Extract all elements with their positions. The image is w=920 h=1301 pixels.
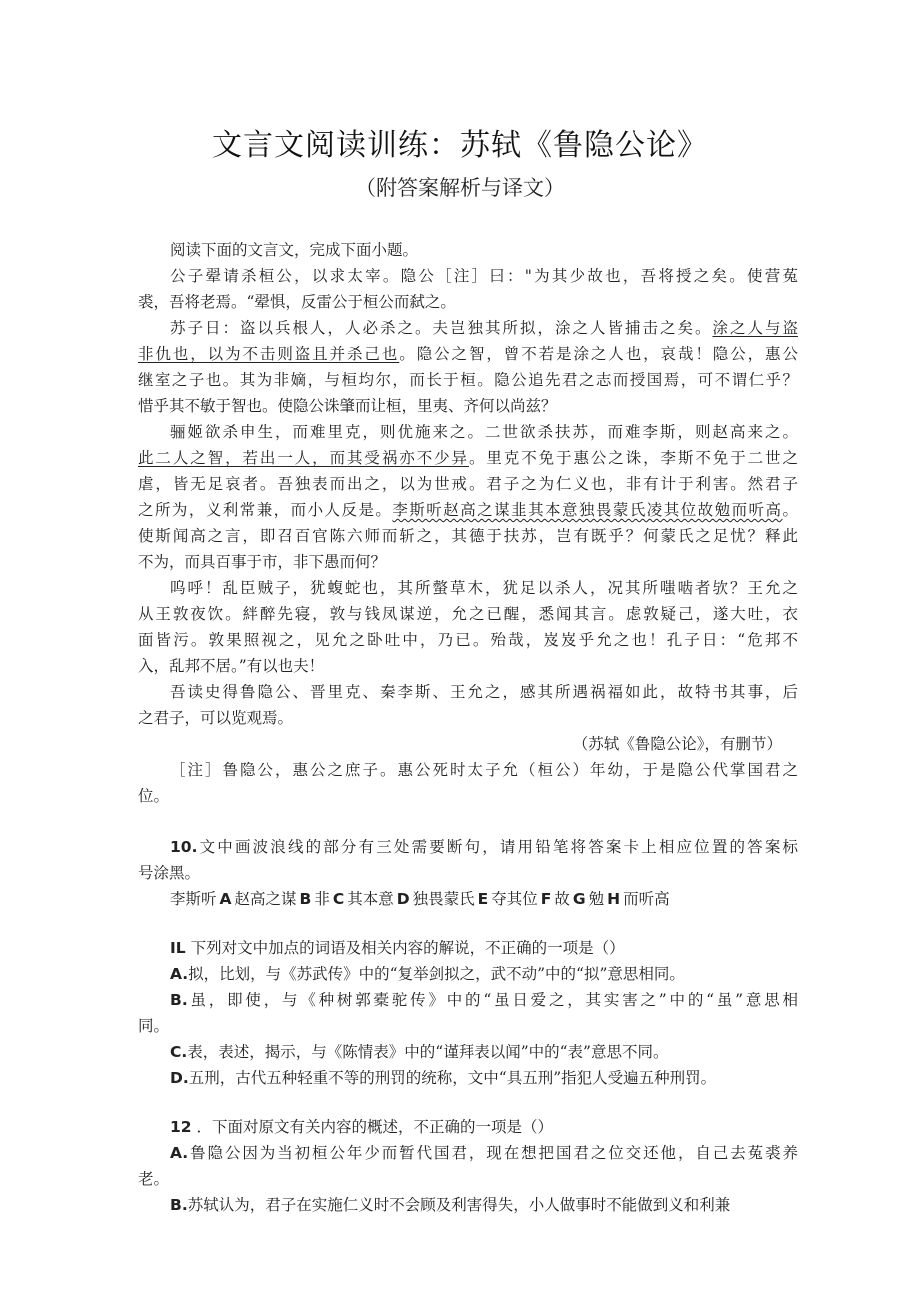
para-4-line: 面皆污。敦果照视之，见允之卧吐中，乃已。殆哉，岌岌乎允之也！孔子日：“危邦不	[138, 631, 798, 649]
text-span: 。里克不免于惠公之诛，李斯不免于二世之	[468, 449, 798, 467]
question-number: 12	[170, 1118, 192, 1136]
question-10-line	[170, 837, 798, 857]
para-3-line: 不为，而具百事于市，非下愚而何？	[138, 553, 387, 571]
question-number: 10.	[170, 838, 198, 856]
text-span: 。隐公之智，曾不若是涂之人也，哀哉！隐公，惠公	[399, 345, 798, 363]
option-text: 拟，比划，与《苏武传》中的“复举剑拟之，武不动”中的“拟”意思相同。	[188, 965, 685, 983]
page-subtitle: （附答案解析与译文）	[355, 176, 565, 200]
break-marker-c[interactable]: C	[332, 890, 345, 908]
wavy-underlined-text: 李斯听赵高之谋韭其本意独畏蒙氏凌其位故勉而听高	[392, 501, 783, 519]
text-span: 之所为，义利常兼，而小人反是。	[138, 501, 393, 519]
para-2-line	[170, 318, 798, 338]
option-label: B.	[170, 1196, 188, 1214]
break-marker-h[interactable]: H	[607, 890, 621, 908]
note-line: ［注］鲁隐公，惠公之庶子。惠公死时太子允（桓公）年幼，于是隐公代掌国君之	[170, 761, 798, 779]
para-3-line	[138, 500, 798, 520]
option-text: 鲁隐公因为当初桓公年少而暂代国君，现在想把国君之位交还他，自己去菟裘养	[188, 1144, 798, 1162]
option-label: A.	[170, 965, 189, 983]
option-label: A.	[170, 1144, 189, 1162]
segment-text: 赵高之谋	[234, 890, 297, 908]
break-marker-b[interactable]: B	[299, 890, 312, 908]
option-label: B.	[170, 991, 188, 1009]
option-a[interactable]	[170, 964, 798, 984]
underlined-text: 涂之人与盗	[712, 319, 798, 337]
underlined-text: 此二人之智，若出一人，而其受祸亦不少异	[138, 449, 469, 467]
para-5-line: 之君子，可以览观焉。	[138, 709, 294, 727]
option-label: C.	[170, 1043, 188, 1061]
para-3-line: 骊姬欲杀申生，而难里克，则优施来之。二世欲杀扶苏，而难李斯，则赵高来之。	[170, 423, 798, 441]
option-b[interactable]	[170, 1195, 798, 1215]
question-12-line	[170, 1117, 798, 1137]
option-c[interactable]	[170, 1042, 798, 1062]
text-span: 苏子日：盗以兵根人，人必杀之。夫岂独其所拟，涂之人皆捕击之矣。	[170, 319, 713, 337]
option-b[interactable]	[170, 990, 798, 1010]
text-span: 。	[782, 501, 798, 519]
break-marker-f[interactable]: F	[540, 890, 552, 908]
segment-text: 李斯听	[170, 890, 217, 908]
question-text: 文中画波浪线的部分有三处需要断句，请用铅笔将答案卡上相应位置的答案标	[197, 838, 798, 856]
para-3-line	[138, 448, 798, 468]
option-text: 表，表述，揭示，与《陈情表》中的“谨拜表以闻”中的“表”意思不同。	[187, 1043, 669, 1061]
break-marker-a[interactable]: A	[219, 890, 232, 908]
segment-text: 故	[554, 890, 570, 908]
segment-text: 而听高	[623, 890, 670, 908]
para-5-line: 吾读史得鲁隐公、晋里克、秦李斯、王允之，感其所遇祸福如此，故特书其事，后	[170, 683, 798, 701]
break-marker-g[interactable]: G	[572, 890, 586, 908]
para-4-line: 从王敦夜饮。絆醉先寝，敦与钱凤谋逆，允之已醒，悉闻其言。虑敦疑己，遂大吐，衣	[138, 605, 798, 623]
segment-text: 独畏蒙氏	[412, 890, 475, 908]
segment-text: 夺其位	[491, 890, 538, 908]
question-10-line: 号涂黑。	[138, 864, 201, 882]
para-1-line: 裘，吾将老焉。“翚惧，反雷公于桓公而弑之。	[138, 293, 456, 311]
para-2-line: 惜乎其不敏于智也。使隐公诛肇而让桓，里夷、齐何以尚兹？	[138, 397, 557, 415]
page-title: 文言文阅读训练：苏轼《鲁隐公论》	[212, 128, 708, 163]
option-a-continued: 老。	[138, 1170, 170, 1188]
source-citation: （苏轼《鲁隐公论》，有删节）	[572, 735, 782, 753]
para-4-line: 入，乱邦不居。”有以也夫！	[138, 657, 325, 675]
option-label: D.	[170, 1069, 189, 1087]
question-number: IL	[170, 939, 186, 957]
option-text: 苏轼认为，君子在实施仁义时不会顾及利害得失，小人做事时不能做到义和利兼	[187, 1196, 731, 1214]
para-3-line: 使斯闻高之言，即召百官陈六师而斩之，其德于扶苏，岂有既乎？何蒙氏之足忧？释此	[138, 527, 798, 545]
para-1-line: 公子翚请杀桓公，以求太宰。隐公［注］曰："为其少故也，吾将授之矣。使营菟	[170, 267, 798, 285]
segment-text: 非	[314, 890, 330, 908]
para-2-line: 继室之子也。其为非嫡，与桓均尔，而长于桓。隐公追先君之志而授国焉，可不谓仁乎？	[138, 371, 798, 389]
option-text: 虽，即使，与《种树郭橐驼传》中的“虽日爱之，其实害之”中的“虽”意思相	[187, 991, 798, 1009]
segment-text: 勉	[588, 890, 605, 908]
option-d[interactable]	[170, 1068, 798, 1088]
para-2-line	[138, 344, 798, 364]
note-line: 位。	[138, 787, 170, 805]
question-text: 下列对文中加点的词语及相关内容的解说，不正确的一项是（）	[190, 939, 625, 957]
question-10-options	[170, 889, 798, 909]
segment-text: 其本意	[347, 890, 394, 908]
option-a[interactable]	[170, 1143, 798, 1163]
break-marker-e[interactable]: E	[477, 890, 489, 908]
option-text: 五刑，古代五种轻重不等的刑罚的统称，文中“具五刑”指犯人受遍五种刑罚。	[188, 1069, 717, 1087]
question-11-line	[170, 938, 798, 958]
option-b-continued: 同。	[138, 1017, 170, 1035]
underlined-text: 非仇也，以为不击则盗且并杀己也	[138, 345, 400, 363]
para-3-line: 虐，皆无足哀者。吾独表而出之，以为世戒。君子之为仁义也，非有计于利害。然君子	[138, 475, 798, 493]
para-4-line: 呜呼！乱臣贼子，犹蝮蛇也，其所螫草木，犹足以杀人，况其所嗤啮者欤？王允之	[170, 579, 798, 597]
break-marker-d[interactable]: D	[396, 890, 410, 908]
question-text: ．下面对原文有关内容的概述，不正确的一项是（）	[196, 1118, 554, 1136]
intro-line: 阅读下面的文言文，完成下面小题。	[170, 241, 419, 259]
